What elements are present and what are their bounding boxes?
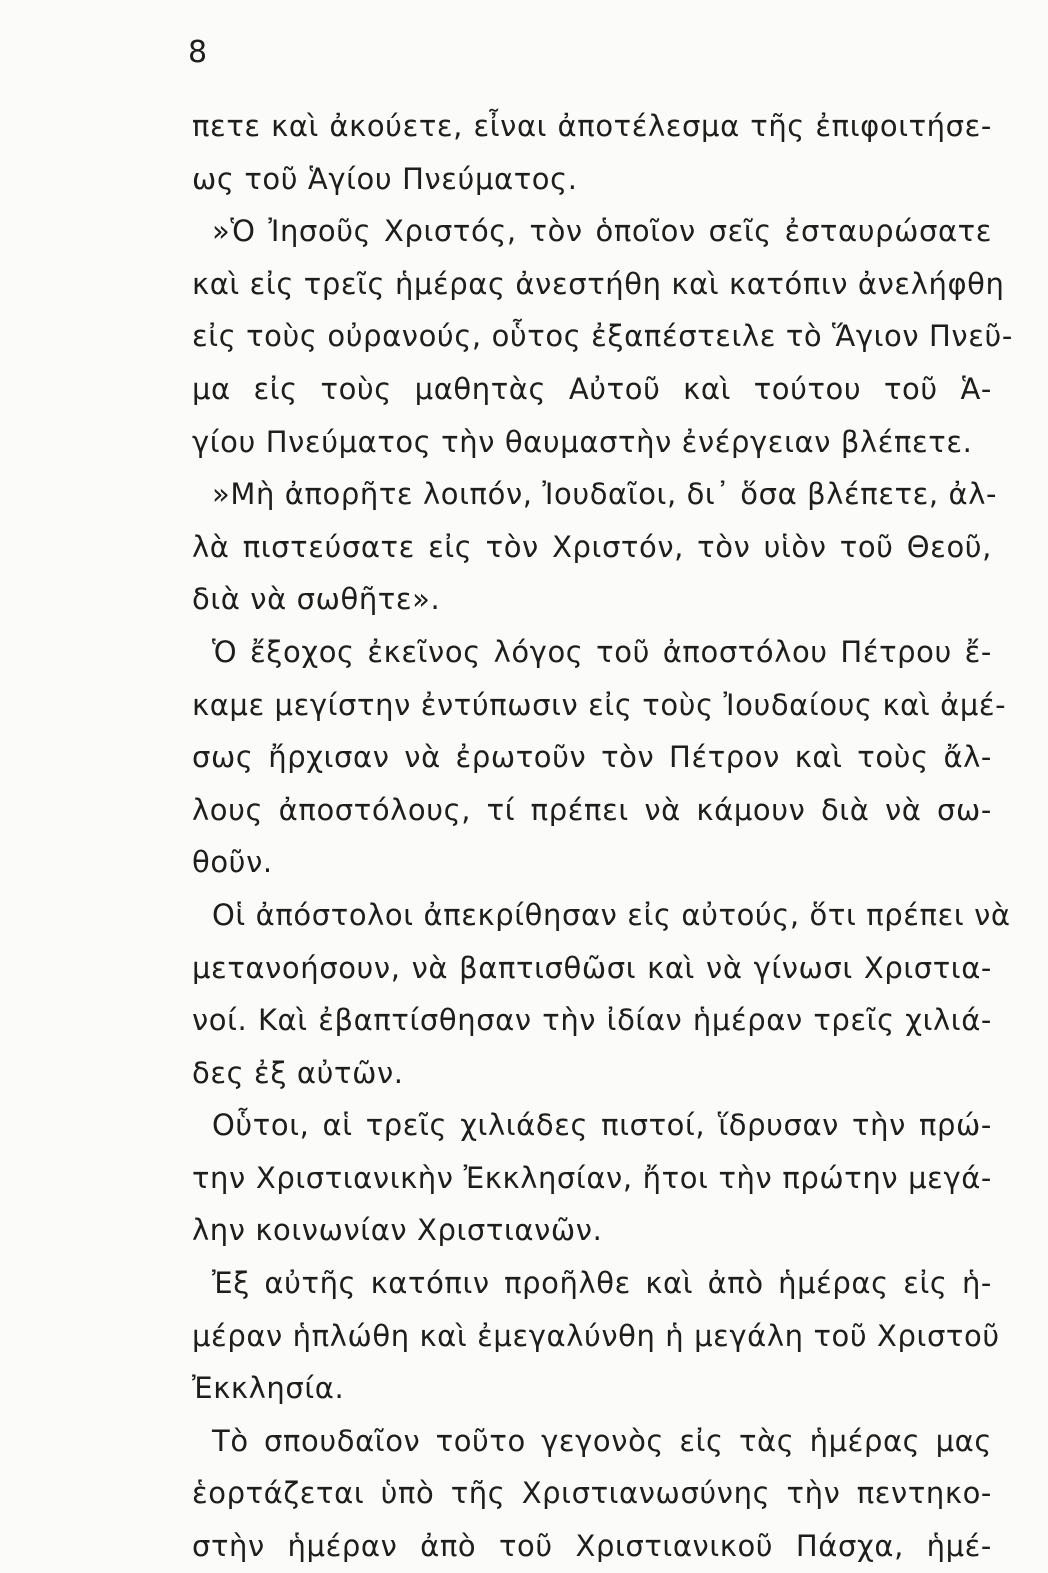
text-line: Ἐξ αὐτῆς κατόπιν προῆλθε καὶ ἀπὸ ἡμέρας εἰς ἡ- [212, 1266, 992, 1301]
text-line: μα εἰς τοὺς μαθητὰς Αὐτοῦ καὶ τούτου τοῦ Ἁ- [192, 371, 992, 406]
text-line: Τὸ σπουδαῖον τοῦτο γεγονὸς εἰς τὰς ἡμέρας μας [212, 1423, 992, 1458]
text-line: λους ἀποστόλους, τί πρέπει νὰ κάμουν διὰ νὰ σω- [192, 792, 992, 827]
text-line: »Ὁ Ἰησοῦς Χριστός, τὸν ὁποῖον σεῖς ἐσταυρώσατε [212, 214, 992, 249]
text-line: λὰ πιστεύσατε εἰς τὸν Χριστόν, τὸν υἱὸν τοῦ Θεοῦ, [192, 529, 992, 564]
page-number: 8 [188, 35, 208, 70]
text-line: »Μὴ ἀπορῆτε λοιπόν, Ἰουδαῖοι, δι᾽ ὅσα βλέπετε, ἀλ- [212, 477, 998, 512]
text-line: μέραν ἡπλώθη καὶ ἐμεγαλύνθη ἡ μεγάλη τοῦ Χριστοῦ [192, 1318, 1000, 1353]
text-line: διὰ νὰ σωθῆτε». [192, 582, 441, 617]
text-line: Οἱ ἀπόστολοι ἀπεκρίθησαν εἰς αὐτούς, ὅτι πρέπει νὰ [212, 897, 1011, 932]
text-line: στὴν ἡμέραν ἀπὸ τοῦ Χριστιανικοῦ Πάσχα, ἡμέ- [192, 1529, 992, 1564]
text-line: Ἐκκλησία. [192, 1371, 345, 1406]
text-line: δες ἐξ αὐτῶν. [192, 1055, 404, 1090]
text-line: πετε καὶ ἀκούετε, εἶναι ἀποτέλεσμα τῆς ἐπιφοιτήσε- [192, 109, 992, 143]
text-line: Οὗτοι, αἱ τρεῖς χιλιάδες πιστοί, ἵδρυσαν τὴν πρώ- [212, 1108, 992, 1143]
text-line: ἑορτάζεται ὑπὸ τῆς Χριστιανωσύνης τὴν πεντηκο- [192, 1476, 992, 1511]
text-line: καὶ εἰς τρεῖς ἡμέρας ἀνεστήθη καὶ κατόπιν ἀνελήφθη [192, 266, 1005, 301]
text-line: την Χριστιανικὴν Ἐκκλησίαν, ἤτοι τὴν πρώτην μεγά- [192, 1160, 992, 1195]
body-text [192, 100, 1013, 1573]
text-line: γίου Πνεύματος τὴν θαυμαστὴν ἐνέργειαν βλέπετε. [192, 424, 973, 459]
text-line: ως τοῦ Ἁγίου Πνεύματος. [192, 161, 578, 196]
text-line: λην κοινωνίαν Χριστιανῶν. [192, 1213, 603, 1248]
text-line: θοῦν. [192, 845, 273, 880]
text-line: καμε μεγίστην ἐντύπωσιν εἰς τοὺς Ἰουδαίους καὶ ἀμέ- [192, 687, 1007, 722]
text-line: σως ἤρχισαν νὰ ἐρωτοῦν τὸν Πέτρον καὶ τοὺς ἄλ- [192, 740, 992, 775]
text-line: μετανοήσουν, νὰ βαπτισθῶσι καὶ νὰ γίνωσι Χριστια- [192, 950, 992, 985]
text-line: νοί. Καὶ ἐβαπτίσθησαν τὴν ἰδίαν ἡμέραν τρεῖς χιλιά- [192, 1003, 992, 1038]
text-line: Ὁ ἔξοχος ἐκεῖνος λόγος τοῦ ἀποστόλου Πέτρου ἔ- [212, 634, 992, 669]
text-line: εἰς τοὺς οὐρανούς, οὗτος ἐξαπέστειλε τὸ Ἅγιον Πνεῦ- [192, 319, 1013, 354]
